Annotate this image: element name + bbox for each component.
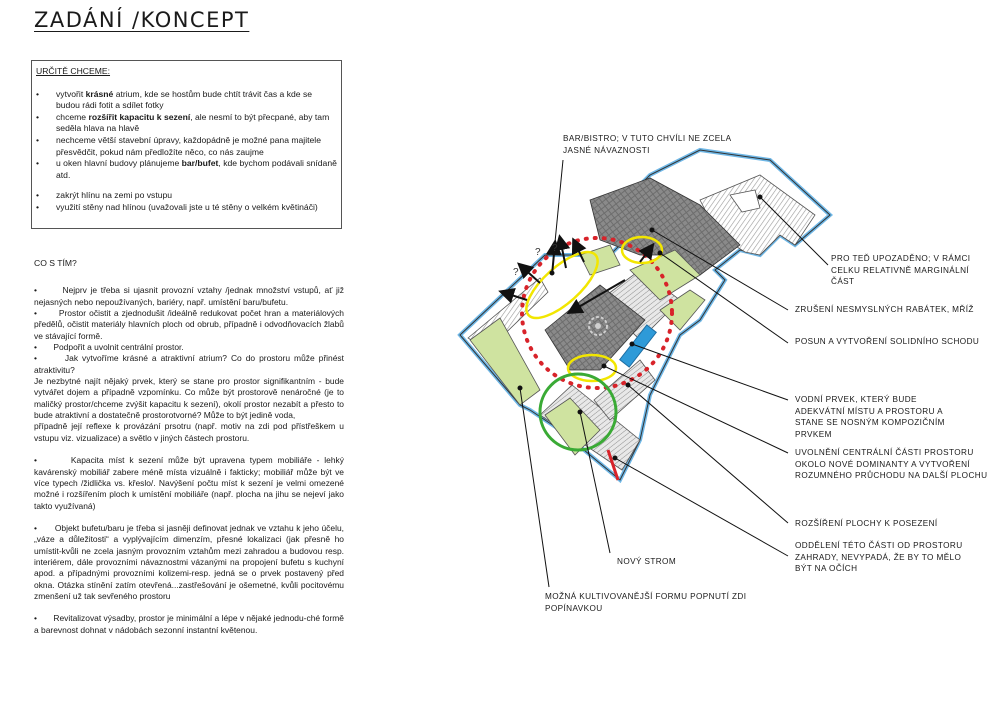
concept-paragraph: • Prostor očistit a zjednodušit /ideálně redukovat počet hran a materiálových předělů, očistit materiály hlavních ploch od obrub, případně i odvodňovacích žlabů ve stávající formě. — [34, 308, 344, 341]
label-solid-step: POSUN A VYTVOŘENÍ SOLIDNÍHO SCHODU — [795, 337, 980, 346]
concept-paragraph: • Podpořit a uvolnit centrální prostor. — [34, 342, 184, 353]
plan-buildings — [460, 150, 830, 480]
label-new-tree: NOVÝ STROM — [617, 557, 677, 566]
requirement-item: • chceme rozšířit kapacitu k sezení, ale nesmí to být přecpané, aby tam seděla hlava na hlavě — [36, 111, 330, 134]
concept-heading: CO S TÍM? — [34, 258, 77, 268]
page-title: ZADÁNÍ /KONCEPT — [34, 8, 250, 32]
requirement-item: • u oken hlavní budovy plánujeme bar/bufet, kde bychom podávali snídaně atd. — [36, 158, 337, 180]
concept-paragraph: • Jak vytvoříme krásné a atraktivní atrium? Co do prostoru může přinést atraktivitu? — [34, 353, 344, 375]
label-remove-beds: ZRUŠENÍ NESMYSLNÝCH RABÁTEK, MŘÍŽ — [795, 305, 974, 314]
requirement-item: • využití stěny nad hlínou (uvažovali jste u té stěny o velkém květináči) — [36, 201, 318, 212]
question-mark: ? — [552, 243, 558, 254]
label-seating-extension: ROZŠÍŘENÍ PLOCHY K POSEZENÍ — [795, 519, 938, 528]
concept-paragraph: • Objekt bufetu/baru je třeba si jasněji definovat jednak ve vztahu k jeho účelu, „váze a důležitosti“ a vyplývajícím dimenzím, přesné lokalizaci (jak přesně ho umístit-kvůli ne zcela jasným provozním vztahům mezi zahradou a budovou resp. interiérem, dále provozními návaznostmi vázanými na propojení bufetu s kuchyní apod. a případnými provozními kolizemi-resp. jedná se o prvek postavený před okna. Otázka stínění zatím otevřená...zastřešování je ošemetné, kvůli pocitovému zmenšení už tak sevřeného prostoru — [34, 522, 344, 601]
concept-paragraph: případně její reflexe k provázání prsotru (např. motiv na zdi pod přístřeškem u vstupu viz. vizualizace) a světlo v jiných částech prostoru. — [34, 421, 344, 443]
label-marginal-part: PRO TEĎ UPOZADĚNO; V RÁMCI CELKU RELATIVNĚ MARGINÁLNÍ ČÁST — [831, 254, 971, 287]
question-mark: ? — [513, 267, 519, 278]
label-climber-wall: MOŽNÁ KULTIVOVANĚJŠÍ FORMU POPNUTÍ ZDI POPÍNAVKOU — [545, 592, 747, 613]
concept-paragraph: Je nezbytné najít nějaký prvek, který se stane pro prostor signifikantním - bude vytvářet dojem a případně vzpomínku. Co může být prostorově nenáročné (je to maličký prostor/chceme zvýšit kapacitu k sezení), okolí prostor nezabít a přesto to bude atraktivní a dostatečně prostorotvorné? Může to být jedině voda, — [34, 376, 344, 421]
requirement-item: • vytvořit krásné atrium, kde se hostům bude chtít trávit čas a kde se budou rádi fotit a sdílet fotky — [36, 88, 313, 111]
concept-paragraph: • Kapacita míst k sezení může být upravena typem mobiliáře - lehký kavárenský mobiliář zabere méně místa vizuálně i fakticky; mobiliář může být ve více typech /židlička vs. křeslo/. Navýšení počtu míst k sezení je velmi omezené možné i rozšířením ploch k umístění mobiliáře (např. plocha na jihu se nejeví jako takto využívaná) — [34, 455, 344, 511]
label-bar-bistro: BAR/BISTRO; V TUTO CHVÍLI NE ZCELA JASNÉ NÁVAZNOSTI — [563, 134, 731, 155]
label-water-element: VODNÍ PRVEK, KTERÝ BUDE ADEKVÁTNÍ MÍSTU A PROSTORU A STANE SE NOSNÝM KOMPOZIČNÍM PRVKEM — [795, 395, 945, 439]
requirements-heading: URČITĚ CHCEME: — [36, 66, 111, 76]
requirement-item: • zakrýt hlínu na zemi po vstupu — [36, 190, 173, 201]
concept-paragraph: • Revitalizovat výsadby, prostor je minimální a lépe v nějaké jednodu-ché formě a barevnost dohnat v nádobách sezonní instantní květenou. — [34, 613, 344, 635]
requirement-item: • nechceme větší stavební úpravy, každopádně je možné pana majitele přesvědčit, pokud nám předložíte něco, co nás zaujme — [36, 134, 321, 157]
concept-paragraph: • Nejprv je třeba si ujasnit provozní vztahy /jednak množství vstupů, ať již nejasných nebo nepoužívaných, bariéry, např. umístění baru/bufetu. — [34, 285, 344, 307]
question-mark: ? — [535, 247, 541, 258]
label-separation: ODDĚLENÍ TÉTO ČÁSTI OD PROSTORU ZAHRADY, NEVYPADÁ, ŽE BY TO MĚLO BÝT NA OČÍCH — [795, 541, 963, 574]
label-central-space: UVOLNĚNÍ CENTRÁLNÍ ČÁSTI PROSTORU OKOLO NOVÉ DOMINANTY A VYTVOŘENÍ ROZUMNÉHO PRŮCHODU NA DALŠÍ PLOCHU — [795, 448, 988, 481]
